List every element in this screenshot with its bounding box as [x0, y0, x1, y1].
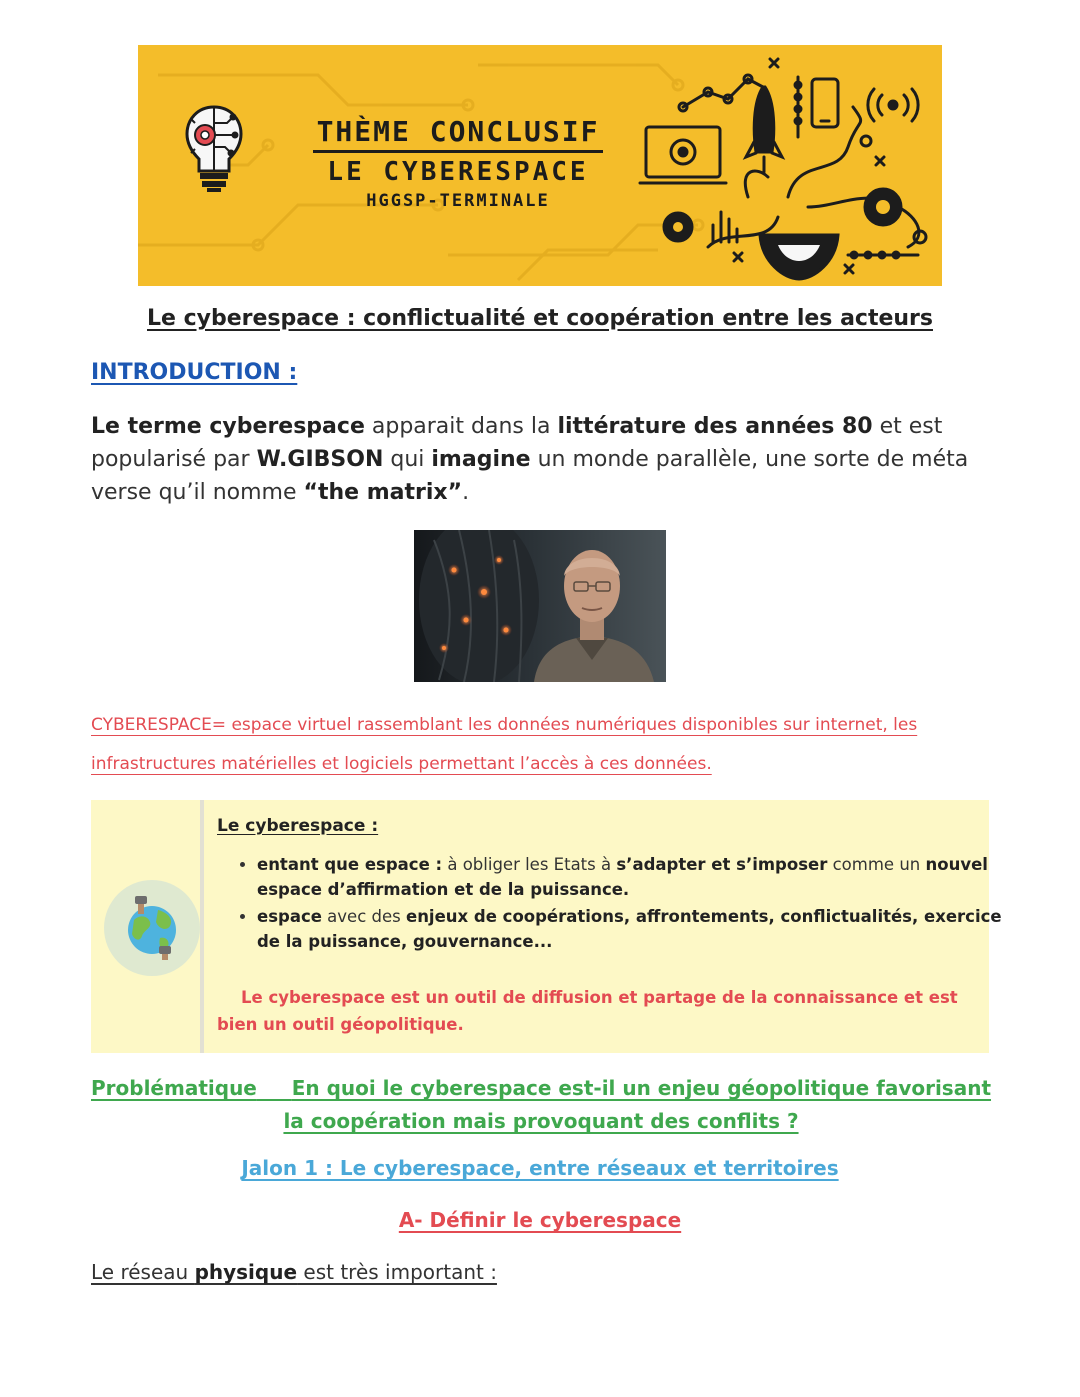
banner-title-line2: LE CYBERESPACE [327, 157, 589, 187]
intro-paragraph [91, 410, 991, 509]
bullet1-bold-1: entant que espace : [257, 855, 443, 874]
lightbulb-brain-icon [183, 103, 245, 193]
intro-bold-3: littérature des années 80 [557, 414, 873, 439]
bullet2-bold-1: espace [257, 907, 322, 926]
tech-icons-illustration [638, 57, 938, 282]
header-banner [138, 45, 942, 286]
intro-text-10: . [462, 480, 470, 505]
intro-bold-1: Le terme cyberespace [91, 414, 365, 439]
problematique-label: Problématique [91, 1076, 257, 1100]
list-item [257, 852, 1017, 902]
intro-text-8: un monde parallèle, une sorte de méta verse qu’il nomme [91, 447, 969, 505]
list-item [257, 904, 1017, 954]
intro-text-2: apparait dans la [364, 414, 558, 439]
bullet1-text-2: comme un [827, 855, 926, 874]
banner-title-line1: THÈME CONCLUSIF [313, 115, 604, 153]
problematique-question: En quoi le cyberespace est-il un enjeu géopolitique favorisant la coopération mais provoquant des conflits ? [283, 1076, 992, 1133]
jalon-heading: Jalon 1 : Le cyberespace, entre réseaux et territoires [241, 1156, 839, 1180]
problematique [91, 1072, 991, 1138]
globe-icon-badge [104, 880, 200, 976]
bullet1-bold-2: s’adapter et s’imposer [616, 855, 828, 874]
introduction-heading: INTRODUCTION : [91, 360, 298, 385]
cyberespace-definition: CYBERESPACE= espace virtuel rassemblant les données numériques disponibles sur internet, les infrastructures matérielles et logiciels permettant l’accès à ces données. [91, 715, 918, 774]
banner-title-line3: HGGSP-TERMINALE [366, 191, 550, 211]
bullet1-text-1: à obliger les Etats à [442, 855, 617, 874]
intro-bold-9: “the matrix” [303, 480, 463, 505]
gibson-photo [414, 530, 666, 682]
intro-text-4: et est popularisé par [91, 414, 943, 472]
callout-conclusion: Le cyberespace est un outil de diffusion et partage de la connaissance et est bien un outil géopolitique. [217, 988, 958, 1034]
bullet2-text-1: avec des [321, 907, 406, 926]
intro-bold-7: imagine [431, 447, 531, 472]
intro-bold-5: W.GIBSON [256, 447, 384, 472]
reseau-text-2: est très important : [297, 1260, 497, 1284]
callout-box [91, 800, 1002, 1053]
reseau-line [91, 1260, 497, 1284]
document-title: Le cyberespace : conflictualité et coopération entre les acteurs [147, 306, 933, 331]
photo-illustration [414, 530, 666, 682]
callout-divider [200, 800, 204, 1053]
reseau-text-1: Le réseau [91, 1260, 195, 1284]
banner-title [278, 115, 638, 211]
callout-title: Le cyberespace : [217, 816, 379, 836]
globe-icon [104, 880, 200, 976]
section-a-heading: A- Définir le cyberespace [398, 1208, 682, 1232]
intro-text-6: qui [383, 447, 432, 472]
callout-list [215, 852, 1017, 956]
bullet1-bold-3: nouvel espace d’affirmation et de la puissance. [257, 855, 988, 899]
bullet2-bold-2: enjeux de coopérations, affrontements, conflictualités, exercice de la puissance, gouvernance... [257, 907, 1002, 951]
reseau-bold: physique [194, 1260, 298, 1284]
